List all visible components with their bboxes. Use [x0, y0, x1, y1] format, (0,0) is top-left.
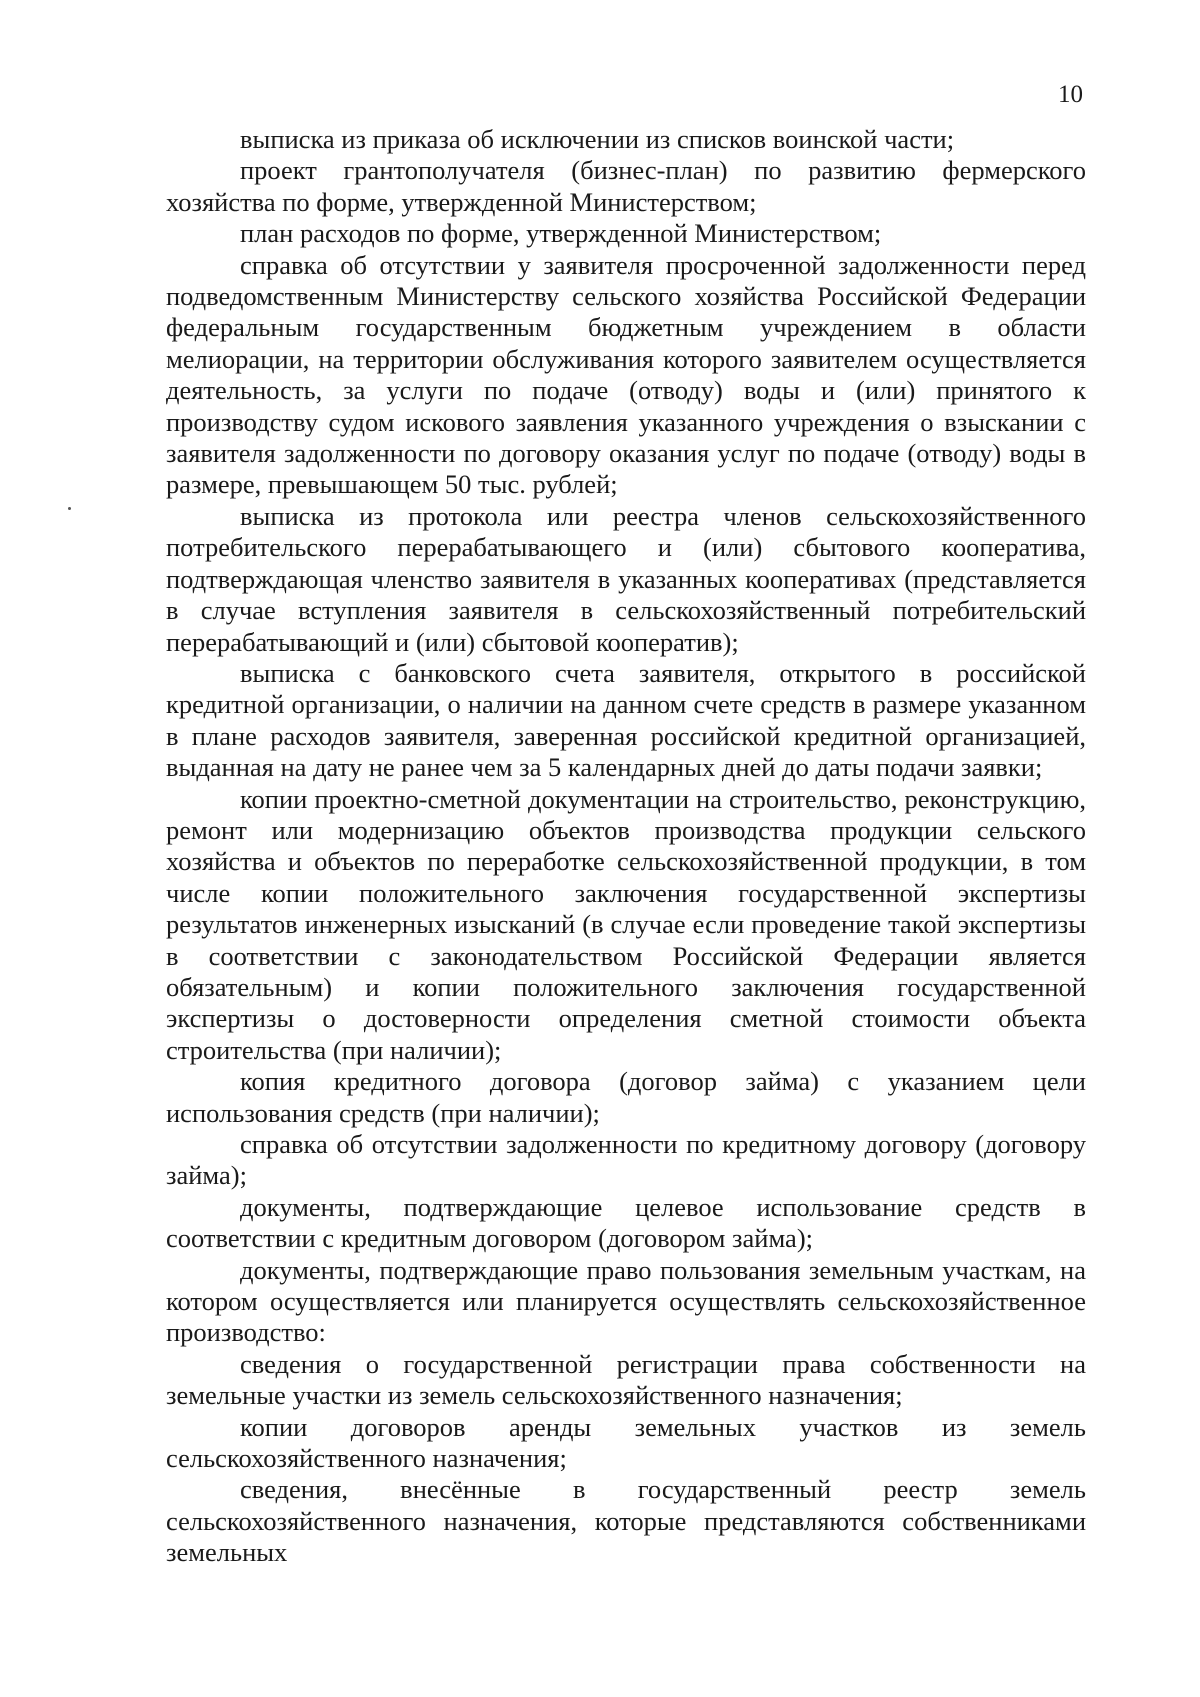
paragraph: копии проектно-сметной документации на строительство, реконструкцию, ремонт или модернизацию объектов производства продукции сельского хозяйства и объектов по переработке сельскохозяйственной продукции, в том числе копии положительного заключения государственной экспертизы результатов инженерных изысканий (в случае если проведение такой экспертизы в соответствии с законодательством Российской Федерации является обязательным) и копии положительного заключения государственной экспертизы о достоверности определения сметной стоимости объекта строительства (при наличии); [166, 783, 1086, 1065]
paragraph: выписка из приказа об исключении из списков воинской части; [240, 124, 955, 154]
paragraph: выписка из протокола или реестра членов сельскохозяйственного потребительского перерабатывающего и (или) сбытового кооператива, подтверждающая членство заявителя в указанных кооперативах (представляется в случае вступления заявителя в сельскохозяйственный потребительский перерабатывающий и (или) сбытовой кооператив); [166, 500, 1086, 657]
paragraph: документы, подтверждающие право пользования земельным участкам, на котором осуществляется или планируется осуществлять сельскохозяйственное производство: [166, 1254, 1086, 1348]
paragraph: справка об отсутствии задолженности по кредитному договору (договору займа); [166, 1129, 1086, 1191]
paragraph: выписка с банковского счета заявителя, открытого в российской кредитной организации, о наличии на данном счете средств в размере указанном в плане расходов заявителя, заверенная российской кредитной организацией, выданная на дату не ранее чем за 5 календарных дней до даты подачи заявки; [166, 657, 1086, 783]
paragraph: документы, подтверждающие целевое использование средств в соответствии с кредитным договором (договором займа); [166, 1191, 1086, 1254]
paragraph: копия кредитного договора (договор займа) с указанием цели использования средств (при наличии); [166, 1066, 1086, 1128]
paragraph: копии договоров аренды земельных участков из земель сельскохозяйственного назначения; [166, 1411, 1086, 1474]
document-body [166, 124, 1086, 1569]
paragraph: проект грантополучателя (бизнес-план) по развитию фермерского хозяйства по форме, утвержденной Министерством; [166, 155, 1086, 217]
paragraph: сведения, внесённые в государственный реестр земель сельскохозяйственного назначения, которые представляются собственниками земельных [166, 1474, 1086, 1568]
paragraph: план расходов по форме, утвержденной Министерством; [240, 218, 882, 249]
page-number: 10 [1058, 81, 1083, 108]
paragraph: справка об отсутствии у заявителя просроченной задолженности перед подведомственным Министерству сельского хозяйства Российской Федерации федеральным государственным бюджетным учреждением в области мелиорации, на территории обслуживания которого заявителем осуществляется деятельность, за услуги по подаче (отводу) воды и (или) принятого к производству судом искового заявления указанного учреждения о взыскании с заявителя задолженности по договору оказания услуг по подаче (отводу) воды в размере, превышающем 50 тыс. рублей; [166, 249, 1086, 500]
paragraph: сведения о государственной регистрации права собственности на земельные участки из земель сельскохозяйственного назначения; [166, 1348, 1086, 1411]
scan-speck [68, 507, 71, 510]
